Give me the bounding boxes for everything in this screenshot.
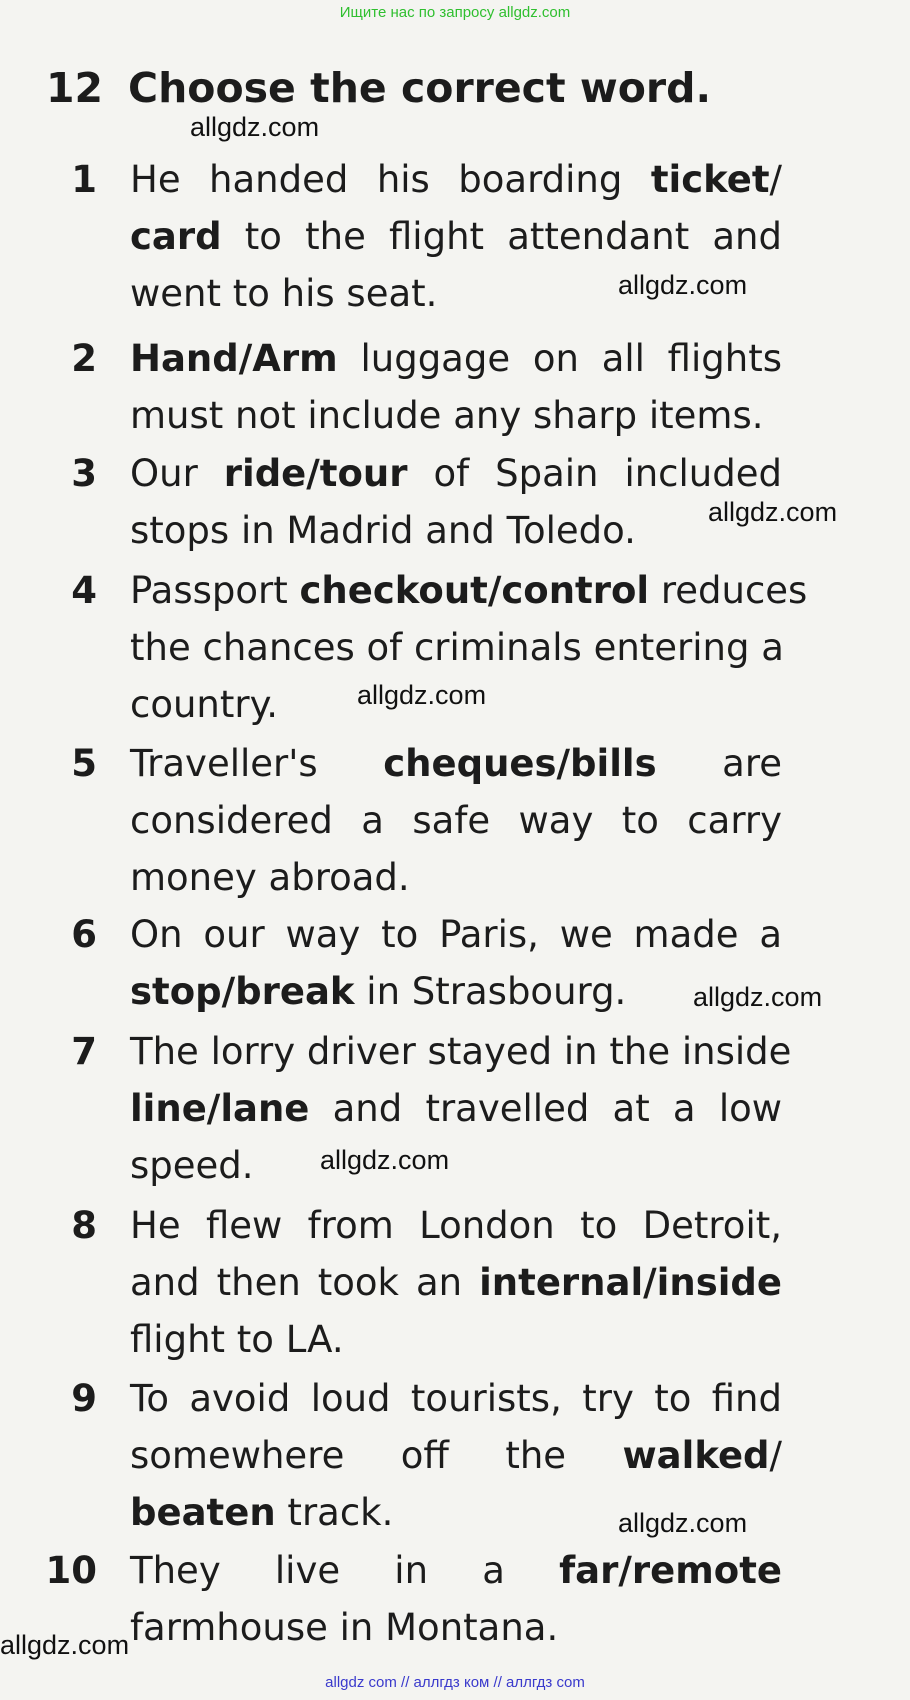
text-segment: money abroad. bbox=[130, 856, 410, 899]
item-number: 9 bbox=[71, 1377, 97, 1420]
text-segment: reduces bbox=[649, 569, 808, 612]
item-number: 2 bbox=[71, 337, 97, 380]
item-line bbox=[130, 1370, 782, 1427]
item-line bbox=[130, 1542, 782, 1599]
text-segment: somewhere off the bbox=[130, 1434, 623, 1477]
text-segment: He handed his boarding bbox=[130, 158, 651, 201]
item-line bbox=[130, 1254, 782, 1311]
item-line bbox=[130, 445, 782, 502]
item-line bbox=[130, 619, 782, 676]
bottom-banner: allgdz com // аллгдз ком // аллгдз com bbox=[325, 1674, 585, 1691]
answer-option: internal/inside bbox=[479, 1261, 782, 1304]
exercise-item bbox=[40, 1542, 782, 1656]
item-number: 4 bbox=[71, 569, 97, 612]
exercise-item bbox=[40, 330, 782, 444]
text-segment: flight to LA. bbox=[130, 1318, 344, 1361]
item-line bbox=[130, 1197, 782, 1254]
text-segment: stops in Madrid and Toledo. bbox=[130, 509, 636, 552]
item-number: 6 bbox=[71, 913, 97, 956]
item-line bbox=[130, 1311, 782, 1368]
text-segment: must not include any sharp items. bbox=[130, 394, 764, 437]
text-segment: The lorry driver stayed in the inside bbox=[130, 1030, 792, 1073]
answer-option: stop/break bbox=[130, 970, 355, 1013]
exercise-item bbox=[40, 1197, 782, 1368]
item-line bbox=[130, 1137, 782, 1194]
watermark: allgdz.com bbox=[693, 982, 823, 1012]
text-segment: They live in a bbox=[130, 1549, 560, 1592]
exercise-item bbox=[40, 735, 782, 906]
item-line bbox=[130, 151, 782, 208]
item-line bbox=[130, 387, 782, 444]
item-line bbox=[130, 735, 782, 792]
item-line bbox=[130, 1080, 782, 1137]
watermark: allgdz.com bbox=[190, 112, 320, 142]
item-number: 3 bbox=[71, 452, 97, 495]
exercise-item bbox=[40, 445, 782, 559]
item-line bbox=[130, 1023, 792, 1080]
exercise-heading bbox=[46, 64, 846, 112]
watermark: allgdz.com bbox=[618, 1508, 748, 1538]
answer-option: walked bbox=[622, 1434, 770, 1477]
text-segment: the chances of criminals entering a bbox=[130, 626, 784, 669]
text-segment: track. bbox=[275, 1491, 394, 1534]
item-line bbox=[130, 906, 782, 963]
text-segment: and then took an bbox=[130, 1261, 480, 1304]
exercise-item bbox=[40, 906, 782, 1020]
item-line bbox=[130, 792, 782, 849]
text-segment: To avoid loud tourists, try to find bbox=[130, 1377, 782, 1420]
watermark: allgdz.com bbox=[618, 270, 748, 300]
text-segment: and travelled at a low bbox=[309, 1087, 782, 1130]
text-segment: country. bbox=[130, 683, 278, 726]
item-line bbox=[130, 208, 782, 265]
item-number: 5 bbox=[71, 742, 97, 785]
watermark: allgdz.com bbox=[708, 497, 838, 527]
answer-option: beaten bbox=[130, 1491, 276, 1534]
answer-option: line/lane bbox=[130, 1087, 310, 1130]
text-segment: On our way to Paris, we made a bbox=[130, 913, 782, 956]
answer-option: card bbox=[130, 215, 222, 258]
text-segment: luggage on all flights bbox=[337, 337, 782, 380]
exercise-title: Choose the correct word. bbox=[128, 64, 712, 112]
item-line bbox=[130, 330, 782, 387]
text-segment: considered a safe way to carry bbox=[130, 799, 782, 842]
text-segment: went to his seat. bbox=[130, 272, 438, 315]
answer-option: cheques/bills bbox=[383, 742, 657, 785]
item-line bbox=[130, 963, 782, 1020]
item-line bbox=[130, 502, 782, 559]
item-number: 10 bbox=[45, 1549, 97, 1592]
answer-option: far/remote bbox=[559, 1549, 782, 1592]
item-number: 1 bbox=[71, 158, 97, 201]
answer-option: Hand/Arm bbox=[130, 337, 338, 380]
text-segment: to the flight attendant and bbox=[221, 215, 782, 258]
top-banner: Ищите нас по запросу allgdz.com bbox=[339, 4, 571, 21]
exercise-number: 12 bbox=[46, 64, 104, 112]
answer-option: ride/tour bbox=[223, 452, 408, 495]
answer-option: checkout/control bbox=[299, 569, 650, 612]
text-segment: Traveller's bbox=[130, 742, 384, 785]
text-segment: Passport bbox=[130, 569, 300, 612]
item-line bbox=[130, 849, 782, 906]
watermark: allgdz.com bbox=[357, 680, 487, 710]
text-segment: / bbox=[769, 158, 782, 201]
watermark: allgdz.com bbox=[0, 1630, 130, 1660]
answer-option: ticket bbox=[650, 158, 770, 201]
text-segment: / bbox=[769, 1434, 782, 1477]
text-segment: speed. bbox=[130, 1144, 254, 1187]
text-segment: He flew from London to Detroit, bbox=[130, 1204, 782, 1247]
item-line bbox=[130, 562, 808, 619]
watermark: allgdz.com bbox=[320, 1145, 450, 1175]
item-number: 7 bbox=[71, 1030, 97, 1073]
text-segment: Our bbox=[130, 452, 224, 495]
item-line bbox=[130, 1427, 782, 1484]
text-segment: of Spain included bbox=[407, 452, 782, 495]
text-segment: farmhouse in Montana. bbox=[130, 1606, 559, 1649]
text-segment: in Strasbourg. bbox=[354, 970, 627, 1013]
item-number: 8 bbox=[71, 1204, 97, 1247]
text-segment: are bbox=[656, 742, 782, 785]
item-line bbox=[130, 1599, 782, 1656]
